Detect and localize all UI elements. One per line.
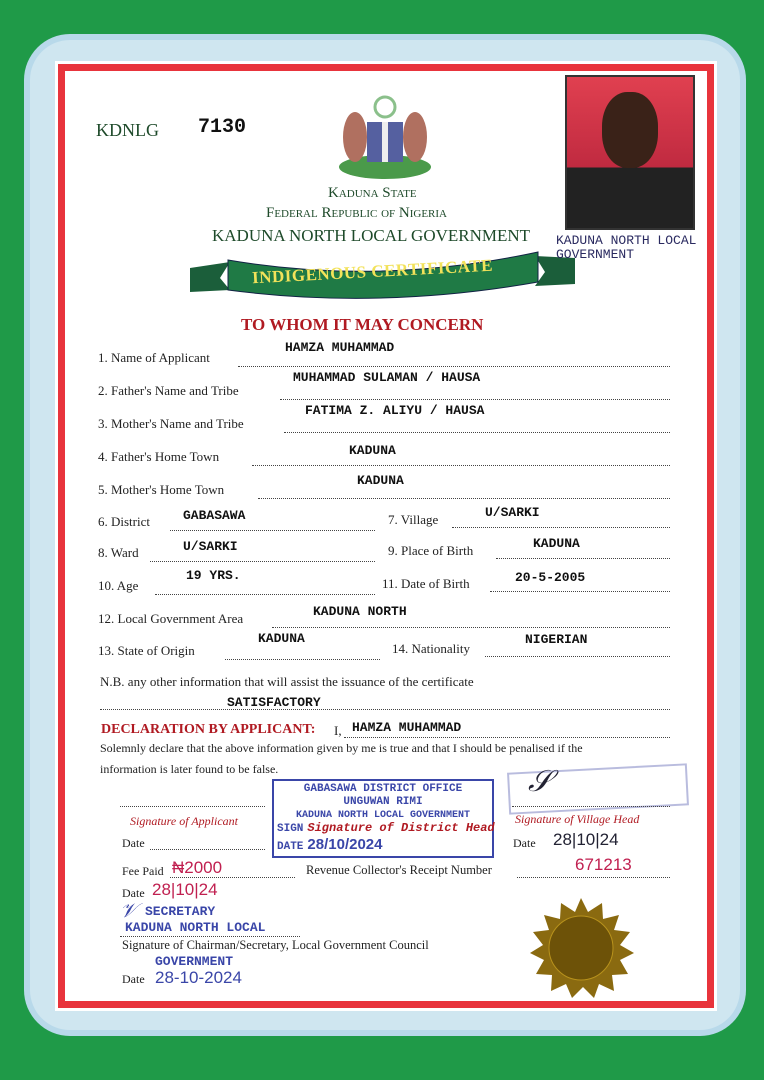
- district-signature-label: Signature of District Head: [307, 821, 495, 835]
- father-name: MUHAMMAD SULAMAN / HAUSA: [293, 370, 481, 385]
- field-label: 11. Date of Birth: [382, 576, 470, 591]
- secretary-stamp-line: SECRETARY: [145, 904, 216, 919]
- father-hometown: KADUNA: [349, 443, 396, 458]
- field-label: 12. Local Government Area: [98, 611, 244, 626]
- field-label: 8. Ward: [98, 545, 139, 560]
- country-name: Federal Republic of Nigeria: [266, 205, 447, 221]
- declaration-text: information is later found to be false.: [100, 762, 279, 776]
- field-label: 10. Age: [98, 578, 139, 593]
- field-label: 14. Nationality: [392, 641, 470, 656]
- field-label: 9. Place of Birth: [388, 543, 474, 558]
- serial-prefix: KDNLG: [96, 120, 159, 140]
- declarant-name: HAMZA MUHAMMAD: [352, 720, 462, 735]
- stamp-line: KADUNA NORTH LOCAL GOVERNMENT: [295, 810, 471, 821]
- declaration-heading: DECLARATION BY APPLICANT:: [101, 722, 316, 737]
- certificate-title: INDIGENOUS CERTIFICATE: [251, 255, 494, 288]
- fee-date: 28|10|24: [152, 880, 218, 899]
- mother-name: FATIMA Z. ALIYU / HAUSA: [305, 403, 485, 418]
- field-label: 4. Father's Home Town: [98, 449, 220, 464]
- fee-value: ₦2000: [172, 858, 223, 877]
- receipt-label: Revenue Collector's Receipt Number: [306, 863, 492, 877]
- field-label: 3. Mother's Name and Tribe: [98, 416, 244, 431]
- field-label: 7. Village: [388, 512, 439, 527]
- lga-value: KADUNA NORTH: [313, 604, 407, 619]
- nb-value: SATISFACTORY: [227, 695, 321, 710]
- field-label: 13. State of Origin: [98, 643, 195, 658]
- stamp-line: GABASAWA DISTRICT OFFICE: [303, 783, 463, 795]
- state-name: Kaduna State: [328, 185, 417, 201]
- date-label: Date: [122, 972, 145, 986]
- fee-label: Fee Paid: [122, 864, 164, 878]
- field-label: 1. Name of Applicant: [98, 350, 210, 365]
- receipt-number: 671213: [575, 855, 632, 874]
- date-label: Date: [122, 836, 145, 850]
- stamp-line: UNGUWAN RIMI: [343, 796, 423, 808]
- village-head-date: 28|10|24: [553, 830, 619, 849]
- lga-name: KADUNA NORTH LOCAL GOVERNMENT: [212, 226, 531, 245]
- village-signature-label: Signature of Village Head: [515, 812, 640, 826]
- place-of-birth: KADUNA: [533, 536, 580, 551]
- chairman-signature-label: Signature of Chairman/Secretary, Local Government Council: [122, 938, 429, 952]
- district-head-date: 28/10/2024: [307, 836, 383, 853]
- applicant-name: HAMZA MUHAMMAD: [285, 340, 395, 355]
- ward: U/SARKI: [183, 539, 238, 554]
- state-of-origin: KADUNA: [258, 631, 305, 646]
- coat-of-arms-icon: [335, 92, 435, 182]
- chairman-date: 28-10-2024: [155, 968, 242, 987]
- date-label: Date: [122, 886, 145, 900]
- mother-hometown: KADUNA: [357, 473, 404, 488]
- village-head-signature: 𝒮: [528, 765, 552, 798]
- village: U/SARKI: [485, 505, 540, 520]
- chairman-signature: 𝒱: [120, 900, 137, 922]
- district: GABASAWA: [183, 508, 246, 523]
- stamp-sign-label: SIGN: [277, 823, 304, 835]
- applicant-signature-label: Signature of Applicant: [130, 814, 238, 828]
- field-label: 5. Mother's Home Town: [98, 482, 225, 497]
- district-office-stamp: [272, 779, 494, 858]
- age: 19 YRS.: [186, 568, 241, 583]
- stamp-date-label: DATE: [277, 841, 304, 853]
- secretary-stamp-line: KADUNA NORTH LOCAL: [125, 920, 266, 935]
- applicant-photo: [565, 75, 695, 230]
- declaration-text: Solemnly declare that the above information given by me is true and that I should be penalised if the: [100, 741, 583, 755]
- date-label: Date: [513, 836, 536, 850]
- salutation: TO WHOM IT MAY CONCERN: [241, 315, 484, 334]
- nationality: NIGERIAN: [525, 632, 588, 647]
- nb-label: N.B. any other information that will assist the issuance of the certificate: [100, 674, 474, 689]
- date-of-birth: 20-5-2005: [515, 570, 586, 585]
- field-label: 2. Father's Name and Tribe: [98, 383, 239, 398]
- declaration-prefix: I,: [334, 723, 342, 738]
- serial-number: 7130: [198, 116, 247, 139]
- field-label: 6. District: [98, 514, 150, 529]
- photo-stamp: KADUNA NORTH LOCAL GOVERNMENT: [556, 233, 697, 262]
- secretary-stamp-line: GOVERNMENT: [155, 954, 234, 969]
- gold-seal-icon: [528, 898, 634, 998]
